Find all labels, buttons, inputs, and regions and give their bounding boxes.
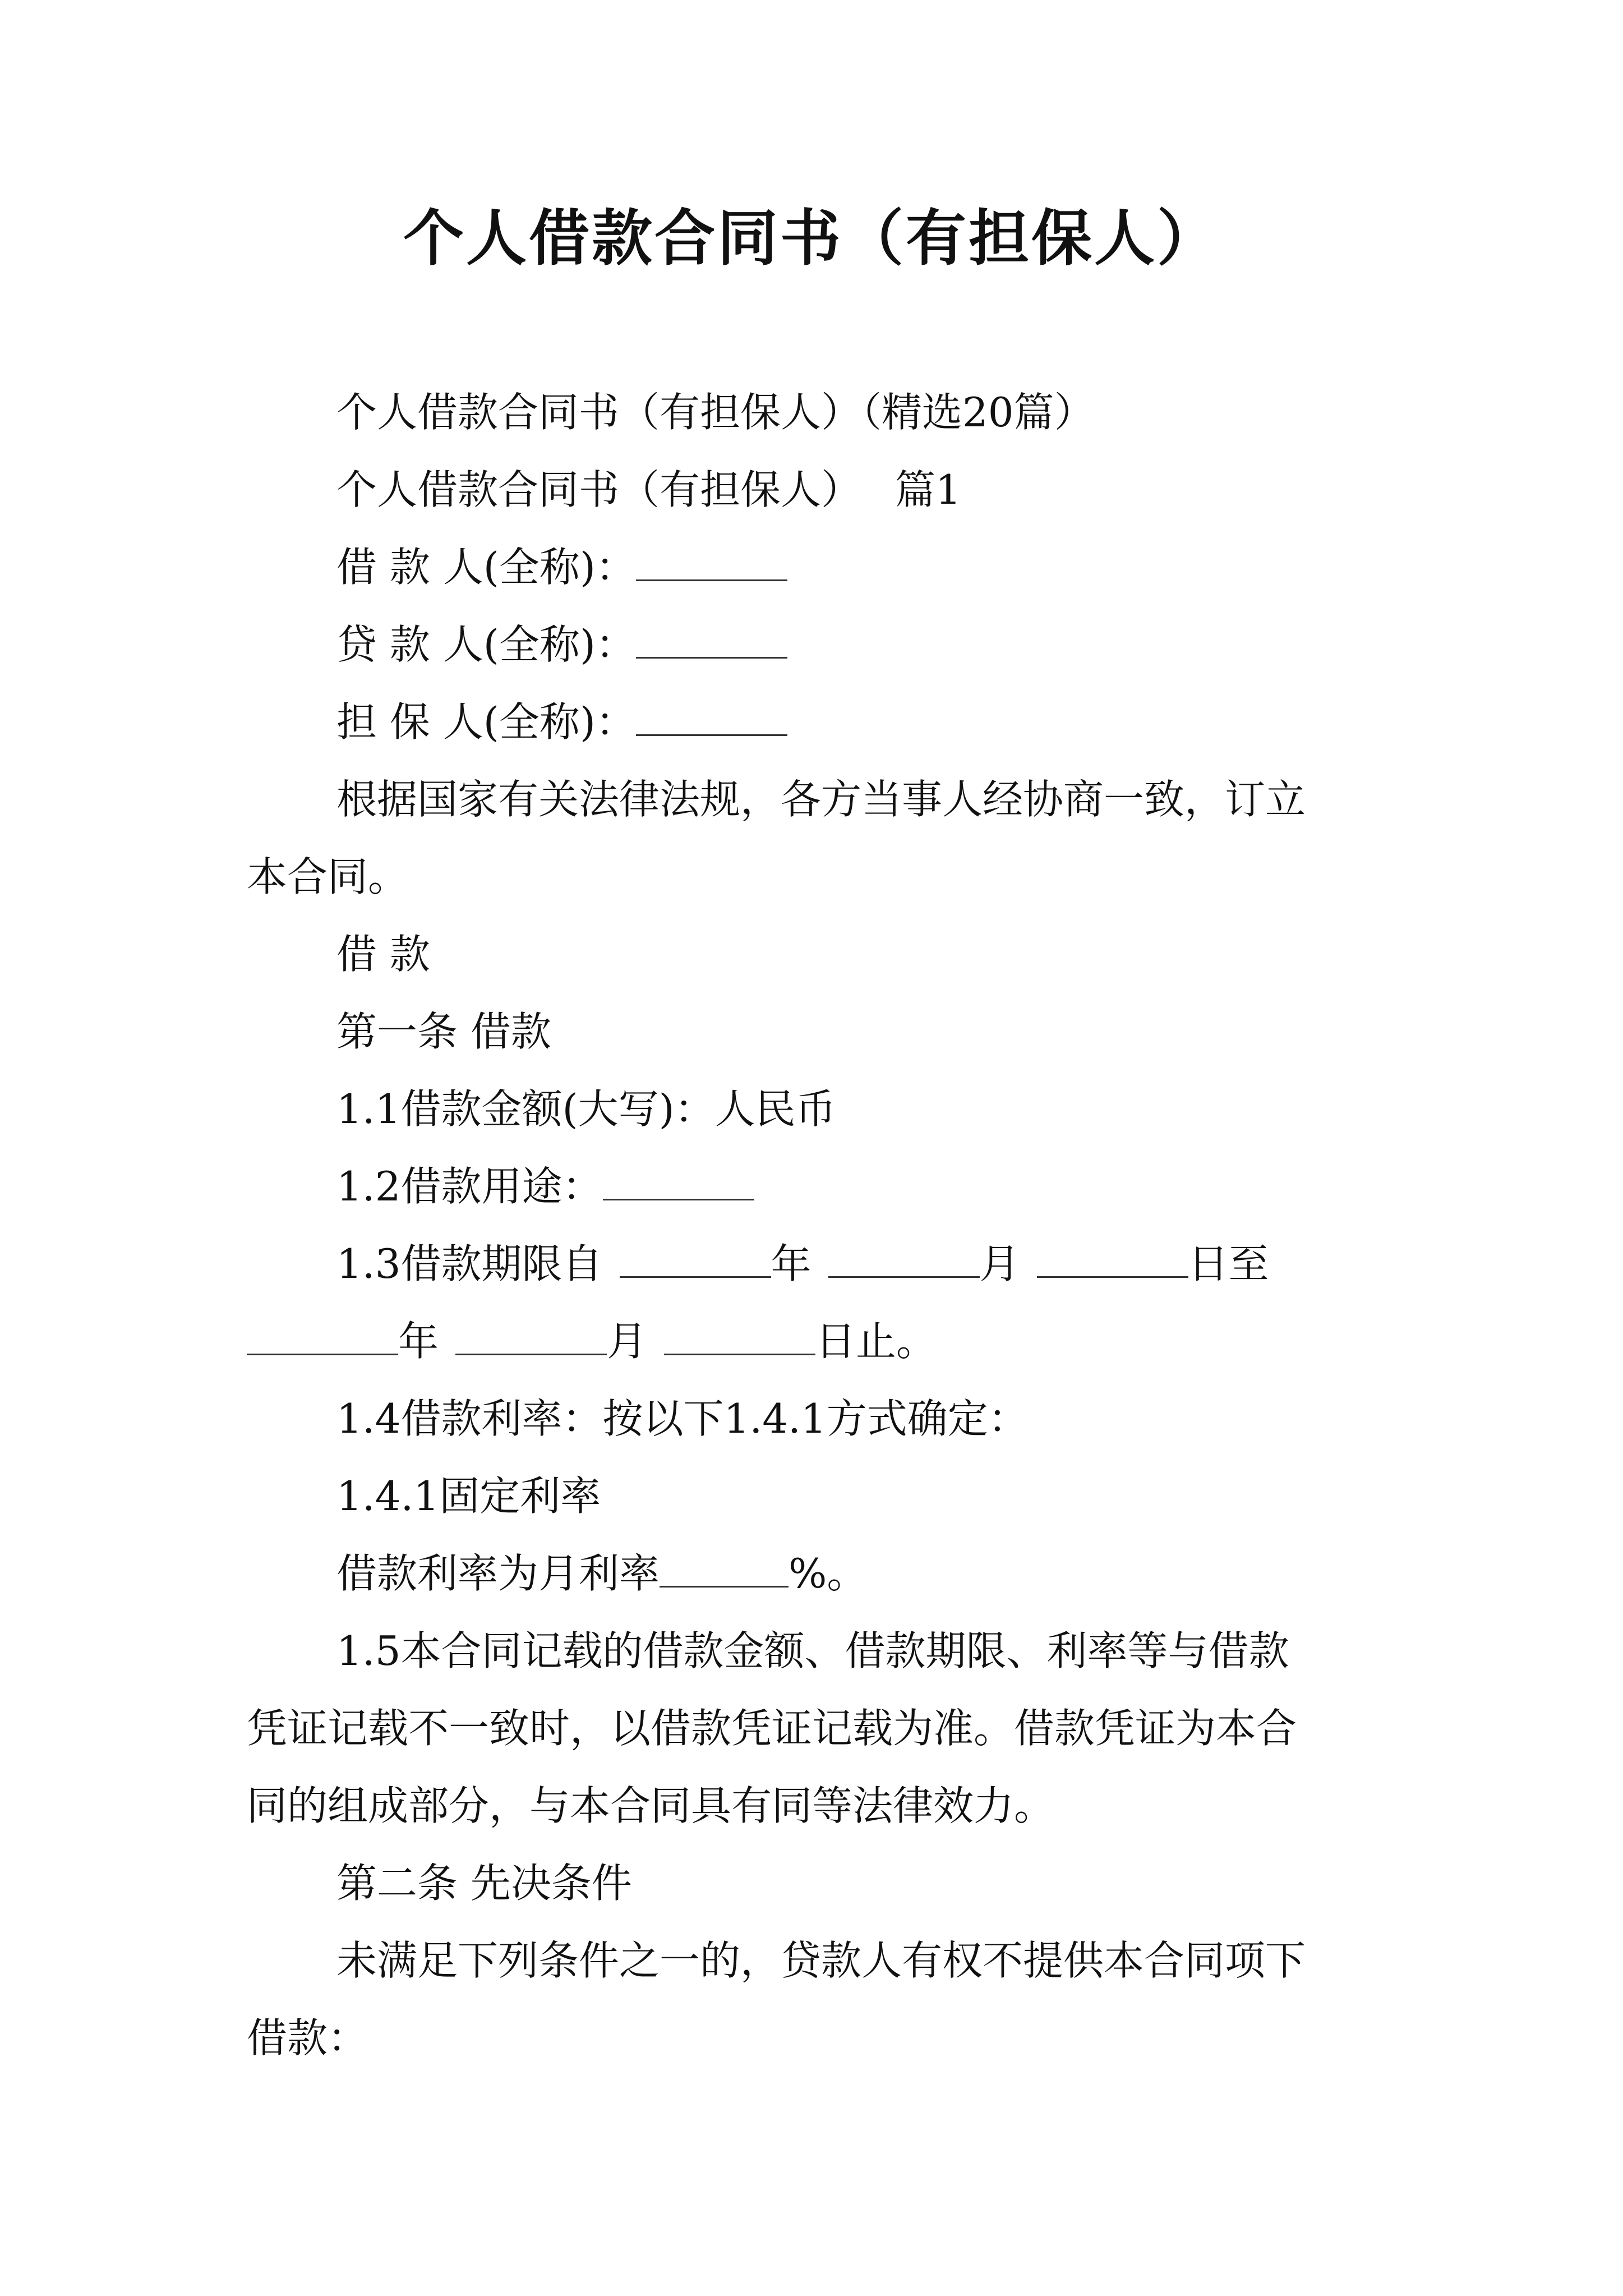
start-month-label: 月 [979, 1240, 1020, 1287]
rate-suffix: %。 [789, 1550, 868, 1597]
lender-blank [636, 622, 787, 659]
document-title: 个人借款合同书（有担保人） [403, 203, 1220, 274]
rate-blank [660, 1551, 789, 1588]
end-month-label: 月 [607, 1318, 648, 1365]
clause-1-5-line-1: 1.5本合同记载的借款金额、借款期限、利率等与借款 [336, 1627, 1289, 1674]
start-day-blank [1037, 1241, 1188, 1278]
preamble-line-1: 根据国家有关法律法规，各方当事人经协商一致，订立 [336, 776, 1306, 823]
end-day-label: 日止。 [815, 1318, 937, 1365]
lender-label: 贷 款 人(全称)： [336, 621, 636, 668]
guarantor-label: 担 保 人(全称)： [336, 698, 636, 746]
guarantor-line [0, 697, 1623, 747]
start-year-label: 年 [771, 1240, 811, 1287]
borrower-blank [636, 545, 787, 581]
article-1-title: 第一条 借款 [336, 1008, 551, 1055]
article-2-line-1: 未满足下列条件之一的，贷款人有权不提供本合同项下 [336, 1937, 1306, 1984]
clause-1-4-1: 1.4.1固定利率 [336, 1473, 601, 1520]
purpose-blank [603, 1164, 754, 1200]
section-number: 篇1 [895, 466, 961, 513]
clause-1-3-prefix: 1.3借款期限自 [336, 1240, 603, 1287]
clause-1-4: 1.4借款利率：按以下1.4.1方式确定： [336, 1395, 1029, 1442]
article-2-line-2: 借款： [247, 2014, 368, 2062]
end-day-blank [664, 1319, 815, 1355]
clause-1-5-line-3: 同的组成部分，与本合同具有同等法律效力。 [247, 1782, 1055, 1829]
clause-1-1: 1.1借款金额(大写)：人民币 [336, 1085, 836, 1133]
guarantor-blank [636, 700, 787, 736]
subtitle: 个人借款合同书（有担保人）（精选20篇） [336, 389, 1095, 436]
borrower-label: 借 款 人(全称)： [336, 544, 636, 591]
end-year-label: 年 [398, 1318, 439, 1365]
end-month-blank [455, 1319, 607, 1355]
section-heading [0, 464, 1623, 515]
clause-1-3-line-2 [0, 1316, 1623, 1366]
clause-1-5-line-2: 凭证记载不一致时，以借款凭证记载为准。借款凭证为本合 [247, 1705, 1297, 1752]
rate-line [0, 1548, 1623, 1599]
clause-1-3-line-1 [0, 1239, 1623, 1289]
clause-1-2-label: 1.2借款用途： [336, 1163, 603, 1210]
start-month-blank [828, 1241, 980, 1278]
start-day-label: 日至 [1188, 1240, 1269, 1287]
clause-1-2 [0, 1161, 1623, 1212]
section-heading-text: 个人借款合同书（有担保人） [336, 466, 862, 513]
start-year-blank [620, 1241, 771, 1278]
end-year-blank [247, 1319, 398, 1355]
part-heading: 借 款 [336, 931, 430, 978]
preamble-line-2: 本合同。 [247, 853, 409, 900]
lender-line [0, 619, 1623, 670]
borrower-line [0, 542, 1623, 592]
rate-prefix: 借款利率为月利率 [336, 1550, 660, 1597]
article-2-title: 第二条 先决条件 [336, 1860, 632, 1907]
